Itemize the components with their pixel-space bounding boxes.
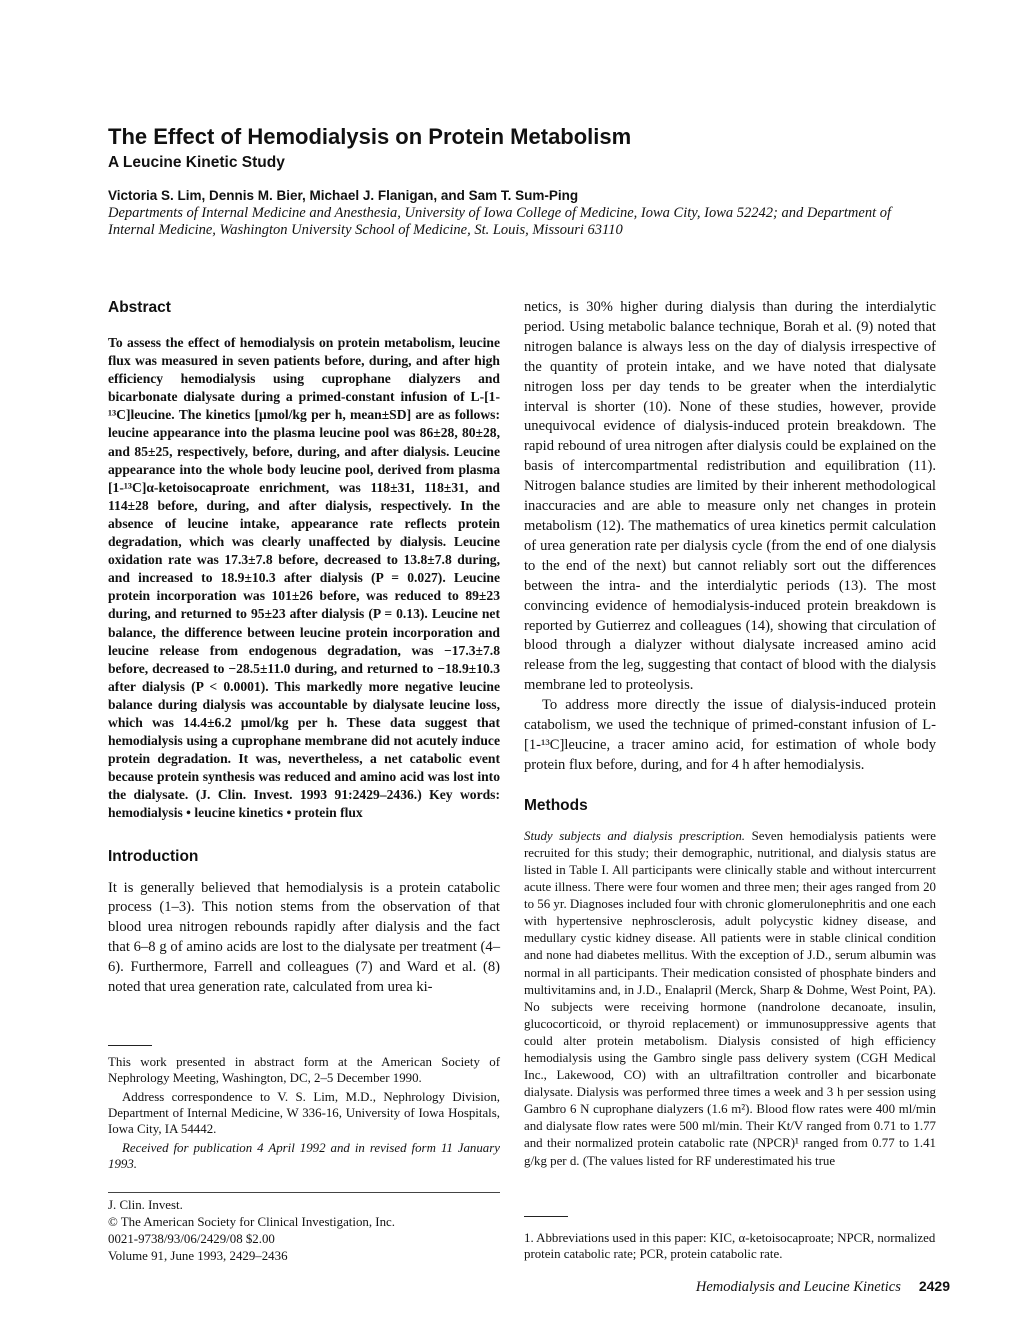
footnote-presented: This work presented in abstract form at the American Society of Nephrology Meeting, Washington, DC, 2–5 December 1990. (108, 1055, 500, 1085)
footnote-abbreviations: 1. Abbreviations used in this paper: KIC, α-ketoisocaproate; NPCR, normalized protein catabolic rate; PCR, protein catabolic rate. (524, 1231, 936, 1261)
running-title: Hemodialysis and Leucine Kinetics (695, 1279, 901, 1295)
article-subtitle: A Leucine Kinetic Study (108, 154, 285, 171)
left-column (108, 298, 500, 998)
footnote-rule (108, 1045, 152, 1046)
right-column (524, 298, 936, 1170)
abstract-heading: Abstract (108, 299, 171, 316)
running-footer (650, 1278, 950, 1296)
introduction-text-right-p2: To address more directly the issue of dialysis-induced protein catabolism, we used the technique of primed-constant infusion of L-[1-¹³C]leucine, a tracer amino acid, for estimation of whole body protein flux before, during, and for 4 h after hemodialysis. (524, 697, 936, 773)
footnotes (108, 1045, 500, 1175)
footnote-received: Received for publication 4 April 1992 and in revised form 11 January 1993. (108, 1141, 500, 1171)
journal-name: J. Clin. Invest. (108, 1198, 183, 1212)
article-header (108, 123, 928, 239)
abstract-text: To assess the effect of hemodialysis on protein metabolism, leucine flux was measured in seven patients before, during, and after high efficiency hemodialysis using cuprophane dialyzers and bicarbonate dialysate during a primed-constant infusion of L-[1-¹³C]leucine. The kinetics [μmol/kg per h, mean±SD] are as follows: leucine appearance into the plasma leucine pool was 86±28, 80±28, and 85±25, respectively, before, during, and after dialysis. Leucine appearance into the whole body leucine pool, derived from plasma [1-¹³C]α-ketoisocaproate enrichment, was 118±31, 118±31, and 114±28 before, during, and after dialysis, respectively. In the absence of leucine intake, appearance rate reflects protein degradation, which was clearly unaffected by dialysis. Leucine oxidation rate was 17.3±7.8 before, decreased to 13.8±7.8 during, and increased to 18.9±10.3 after dialysis (P = 0.027). Leucine protein incorporation was 101±26 before, was reduced to 89±23 during, and returned to 95±23 after dialysis (P = 0.13). Leucine net balance, the difference between leucine protein incorporation and leucine release from endogenous degradation, was −17.3±7.8 before, decreased to −28.5±11.0 during, and returned to −18.9±10.3 after dialysis (P < 0.0001). This markedly more negative leucine balance during dialysis was accountable by dialysate leucine loss, which was 14.4±6.2 μmol/kg per h. These data suggest that hemodialysis using a cuprophane membrane did not acutely induce protein degradation. It was, nevertheless, a net catabolic event because protein synthesis was reduced and amino acid was lost into the dialysate. (J. Clin. Invest. 1993 91:2429–2436.) Key words: hemodialysis • leucine kinetics • protein flux (108, 335, 500, 821)
copyright-line: © The American Society for Clinical Investigation, Inc. (108, 1215, 395, 1229)
introduction-text-left: It is generally believed that hemodialysis is a protein catabolic process (1–3). This notion stems from the observation of that blood urea nitrogen rebounds rapidly after dialysis and the fact that 6–8 g of amino acids are lost to the dialysate per treatment (4–6). Furthermore, Farrell and colleagues (7) and Ward et al. (8) noted that urea generation rate, calculated from urea ki- (108, 879, 500, 996)
article-code: 0021-9738/93/06/2429/08 $2.00 (108, 1232, 275, 1246)
page-number: 2429 (918, 1278, 950, 1294)
introduction-heading: Introduction (108, 847, 199, 865)
author-affiliation: Departments of Internal Medicine and Anesthesia, University of Iowa College of Medicine, Iowa City, Iowa 52242; and Department of Internal Medicine, Washington University School of Medicine, St. Louis, Missouri 63110 (108, 205, 892, 238)
footnote-abbreviations-block (524, 1230, 936, 1262)
footnote-correspondence: Address correspondence to V. S. Lim, M.D., Nephrology Division, Department of Internal Medicine, W 336-16, University of Iowa Hospitals, Iowa City, IA 54442. (108, 1090, 500, 1136)
author-list: Victoria S. Lim, Dennis M. Bier, Michael J. Flanigan, and Sam T. Sum-Ping (108, 188, 579, 203)
methods-lead: Study subjects and dialysis prescription. (524, 828, 745, 843)
methods-heading: Methods (524, 796, 588, 814)
article-title: The Effect of Hemodialysis on Protein Metabolism (108, 124, 632, 149)
introduction-continued (524, 298, 936, 776)
journal-info (108, 1192, 500, 1265)
methods-body-text: Seven hemodialysis patients were recruited for this study; their demographic, nutritional, and dialysis status are listed in Table I. All participants were clinically stable and without intercurrent acute illness. There were four women and three men; their ages ranged from 20 to 56 yr. Diagnoses included four with chronic glomerulonephritis and one each with hypertensive nephrosclerosis, adult polycystic kidney disease, and medullary cystic kidney disease. All patients were in stable clinical condition and none had diabetes mellitus. With the exception of J.D., serum albumin was normal in all participants. Their medication consisted of phosphate binders and multivitamins and, in J.D., Enalapril (Merck, Sharp & Dohme, West Point, PA). No subjects were receiving hormone (nandrolone decanoate, insulin, glucocorticoid, or thyroid replacement) or immunosuppressive agents that could alter protein metabolism. Dialysis consisted of high efficiency hemodialysis using the Gambro single pass delivery system (CGH Medical Inc., Lakewood, CO) with an ultrafiltration controller and bicarbonate dialysate. Dialysis was performed three times a week and 3 h per session using Gambro 6 N cuprophane dialyzers (1.6 m²). Blood flow rates were 400 ml/min and dialysate flow rates were 500 ml/min. Their Kt/V ranged from 0.71 to 1.77 and their normalized protein catabolic rate (NPCR)¹ ranged from 0.77 to 1.41 g/kg per d. (The values listed for RF underestimated his true (524, 828, 936, 1168)
introduction-text-right: netics, is 30% higher during dialysis than during the interdialytic period. Using metabolic balance technique, Borah et al. (9) noted that nitrogen balance is always less on the day of dialysis irrespective of the quantity of protein intake, and we have noted that dialysate nitrogen loss per day tends to be greater when the interdialytic interval is shorter (10). None of these studies, however, provide unequivocal evidence of dialysis-induced protein breakdown. The rapid rebound of urea nitrogen after dialysis could be explained on the basis of intercompartmental redistribution and equilibration (11). Nitrogen balance studies are limited by their inherent methodological inaccuracies and are able to measure only net changes in protein metabolism (12). The mathematics of urea kinetics permit calculation of urea generation rate per dialysis cycle (from the end of one dialysis to the end of the next) but cannot reliably sort out the differences between the intra- and the interdialytic periods (13). The most convincing evidence of hemodialysis-induced protein breakdown is reported by Gutierrez and colleagues (14), showing that circulation of blood through a dialyzer without dialysate increased amino acid release from the leg, suggesting that contact of blood with the dialysis membrane led to proteolysis. (524, 299, 936, 694)
methods-text (524, 828, 936, 1170)
footnote-rule-right (524, 1216, 568, 1217)
volume-line: Volume 91, June 1993, 2429–2436 (108, 1249, 288, 1263)
